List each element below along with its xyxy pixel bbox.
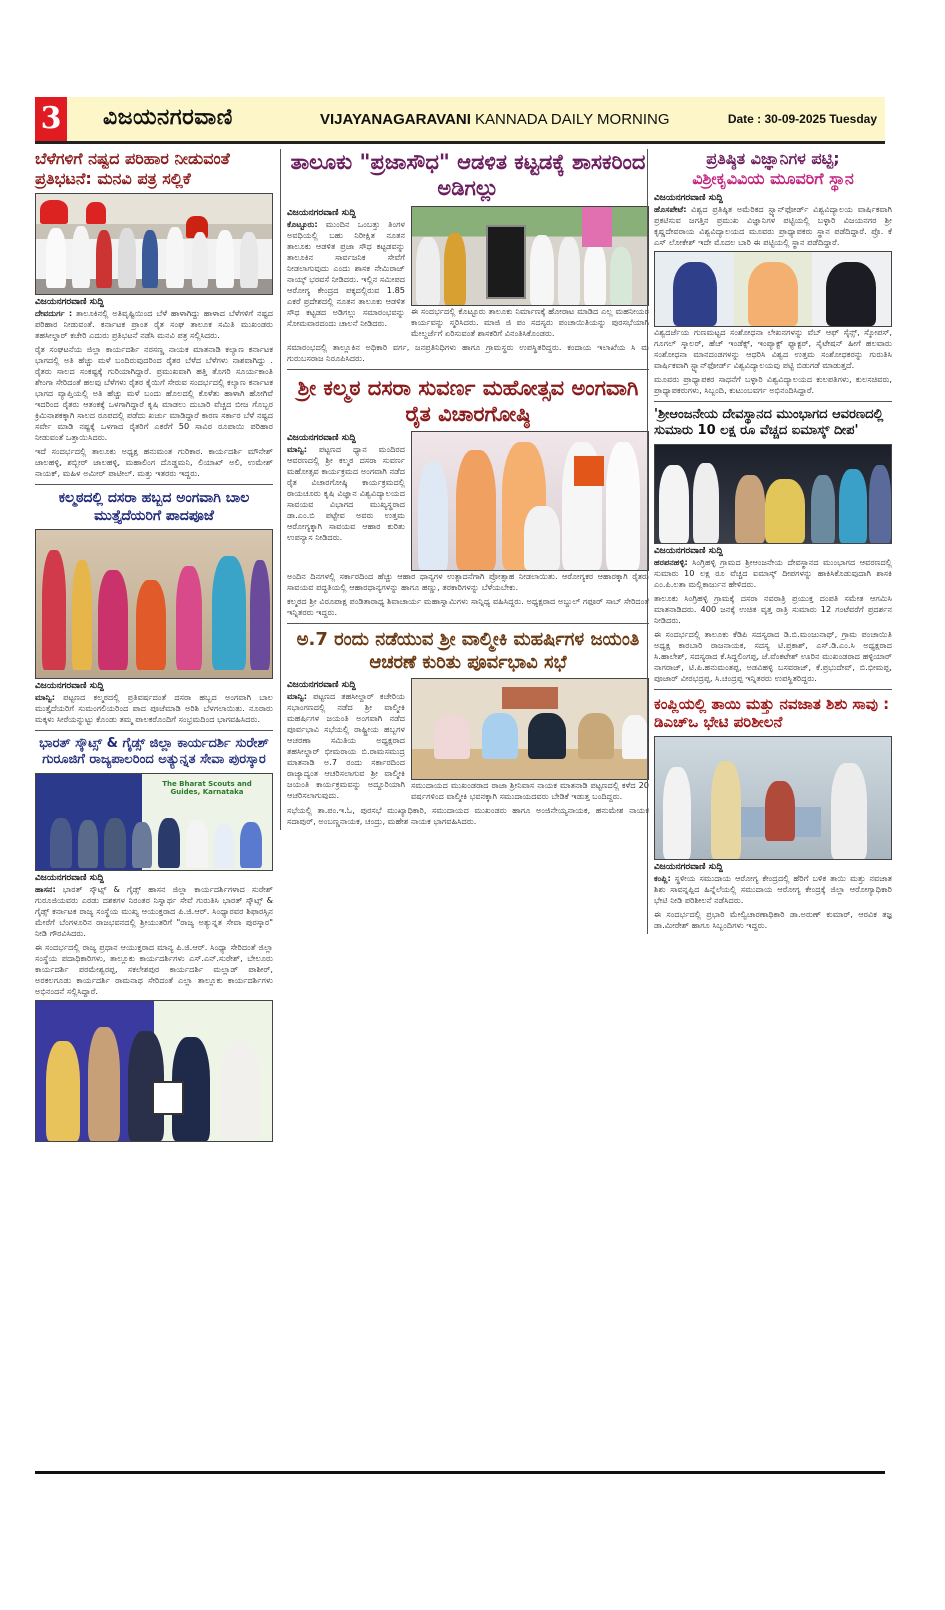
- article-photo: [35, 529, 273, 679]
- article-photo: [35, 1000, 273, 1142]
- article-crop-loss: [35, 149, 273, 479]
- article-paragraph: ಮೂವರು ಪ್ರಾಧ್ಯಾಪಕರ ಸಾಧನೆಗೆ ಬಳ್ಳಾರಿ ವಿಶ್ವವಿದ್ಯಾಲಯದ ಕುಲಪತಿಗಳು, ಕುಲಸಚಿವರು, ಪ್ರಾಧ್ಯಾಪಕರುಗಳು, ಸಿಬ್ಬಂದಿ, ಕುಟುಂಬವರ್ಗ ಅಭಿನಂದಿಸಿದ್ದಾರೆ.: [654, 374, 892, 395]
- article-scientists: [654, 149, 892, 396]
- article-headline: ಭಾರತ್ ಸ್ಕೌಟ್ಸ್ & ಗೈಡ್ಸ್ ಜಿಲ್ಲಾ ಕಾರ್ಯದರ್ಶಿ ಸುರೇಶ್ ಗುರೂಜಿಗೆ ರಾಜ್ಯಪಾಲರಿಂದ ಅತ್ಯುನ್ನತ ಸೇವಾ ಪುರಸ್ಕಾರ: [39, 736, 269, 768]
- article-byline: ವಿಜಯನಗರವಾಣಿ ಸುದ್ದಿ: [35, 872, 104, 883]
- portrait: [734, 252, 813, 326]
- article-paragraph: ಸಮುದಾಯದ ಮುಖಂಡರಾದ ರಾಜಾ ಶ್ರೀನಿವಾಸ ನಾಯಕ ಮಾತನಾಡಿ ಪಟ್ಟಣದಲ್ಲಿ ಕಳೆದ 20 ವರ್ಷಗಳಿಂದ ವಾಲ್ಮೀಕಿ ಭವನಕ್ಕಾಗಿ ಸಮುದಾಯದವರು ಬೇಡಿಕೆ ಇಡುತ್ತ ಬಂದಿದ್ದರು.: [411, 780, 649, 801]
- article-byline: ವಿಜಯನಗರವಾಣಿ ಸುದ್ದಿ: [287, 433, 356, 443]
- article-photo: [411, 678, 649, 780]
- article-headline: ಶ್ರೀ ಕಲ್ಮಠ ದಸರಾ ಸುವರ್ಣ ಮಹೋತ್ಸವ ಅಂಗವಾಗಿ ರೈತ ವಿಚಾರಗೋಷ್ಠಿ: [297, 375, 639, 426]
- article-paragraph: ದೇವದುರ್ಗ : ತಾಲೂಕಿನಲ್ಲಿ ಅತಿವೃಷ್ಟಿಯಿಂದ ಬೆಳೆ ಹಾಳಾಗಿದ್ದು ಹಾಳಾದ ಬೆಳೆಗಳಿಗೆ ನಷ್ಟದ ಪರಿಹಾರ ನೀಡುವಂತೆ. ಕರ್ನಾಟಕ ಪ್ರಾಂತ ರೈತ ಸಂಘ ತಾಲೂಕ ಸಮಿತಿ ಮುಖಂಡರು ತಹಸೀಲ್ದಾರ್ ಕಚೇರಿ ಎದುರು ಪ್ರತಿಭಟನೆ ನಡೆಸಿ ಮನವಿ ಪತ್ರ ಸಲ್ಲಿಸಿದರು.: [35, 308, 274, 340]
- article-prajasoudha: [287, 149, 649, 364]
- paper-name-kannada: ವಿಜಯನಗರವಾಣಿ: [103, 105, 233, 130]
- article-paragraph: ಹಾಸನ: ಭಾರತ್ ಸ್ಕೌಟ್ಸ್ & ಗೈಡ್ಸ್ ಹಾಸನ ಜಿಲ್ಲಾ ಕಾರ್ಯದರ್ಶಿಗಳಾದ ಸುರೇಶ್ ಗುರೂಜಿಯವರು ಎರಡು ದಶಕಗಳ ನಿರಂತರ ನಿಸ್ವಾರ್ಥ ಸೇವೆ ಗುರುತಿಸಿ ಭಾರತ್ ಸ್ಕೌಟ್ಸ್ & ಗೈಡ್ಸ್ ಕರ್ನಾಟಕ ರಾಜ್ಯ ಸಂಸ್ಥೆಯ ಮುಖ್ಯ ಆಯುಕ್ತರಾದ ಪಿ.ಜಿ.ಆರ್. ಸಿಂಧ್ಯಾರವರ ಶಿಫಾರಸ್ಸಿನ ಮೇರೆಗೆ ಬೆಂಗಳೂರಿನ ರಾಜಭವನದಲ್ಲಿ ಶ್ರೀಯುತರಿಗೆ "ರಾಜ್ಯ ಅತ್ಯುನ್ನತ ಸೇವಾ ಪುರಸ್ಕಾರ" ನೀಡಿ ಗೌರವಿಸಿದರು.: [35, 883, 273, 938]
- article-paragraph: ಇದೆ ಸಂದರ್ಭದಲ್ಲಿ ತಾಲೂಕು ಅಧ್ಯಕ್ಷ ಹನುಮಂತ ಗುರಿಕಾರ. ಕಾರ್ಯದರ್ಶಿ ಮೌನೇಶ್ ಜಾಲಹಳ್ಳಿ, ಶಬ್ಬೀರ್ ಜಾಲಹಳ್ಳಿ, ಮಹಾಲಿಂಗ ದೊಡ್ಡಮನಿ, ಲಿಯಾಖ್ ಅಲಿ, ಉಮೇಶ್ ನಾಯಕ್, ಮಹಿಳ ಅಮೀರ್ ಪಾಟೀಲ್. ಮತ್ತು ಇತರರು ಇದ್ದರು.: [35, 446, 273, 478]
- article-photo: [411, 431, 649, 571]
- article-byline: ವಿಜಯನಗರವಾಣಿ ಸುದ್ದಿ: [654, 862, 723, 872]
- article-kampli-health: [654, 695, 892, 932]
- article-paragraph: ತಾಲೂಕು ಸಿಂಗ್ರಿಹಳ್ಳಿ ಗ್ರಾಮಕ್ಕೆ ದಸರಾ ನವರಾತ್ರಿ ಪ್ರಯುಕ್ತ ದಂಪತಿ ಸಮೇತ ಆಗಮಿಸಿ ಮಾತನಾಡಿದರು. 400 ಜನಕ್ಕೆ ಉಚಿತ ವೃತ್ತ ರಾತ್ರಿ ಸುಮಾರು 12 ಗಂಟೆವರೆಗೆ ಪ್ರದರ್ಶನ ನೀಡಿದರು.: [654, 592, 892, 625]
- article-photo: [35, 193, 273, 295]
- article-photo: [654, 736, 892, 860]
- article-byline: ವಿಜಯನಗರವಾಣಿ ಸುದ್ದಿ: [287, 207, 356, 218]
- scientist-portraits: [654, 251, 892, 327]
- article-scouts-award: [35, 736, 273, 1142]
- column-center: [280, 149, 649, 830]
- article-paragraph: ವಿಶ್ವದರ್ಜೆಯ ಗುಣಮಟ್ಟದ ಸಂಶೋಧನಾ ಲೇಖನಗಳನ್ನು ವೆಬ್ ಆಫ್ ಸೈನ್ಸ್, ಸ್ಕೋಪಸ್, ಗೂಗಲ್ ಸ್ಕಾಲರ್, ಹೆಚ್ ಇಂಡೆಕ್ಸ್, ಇಂಪ್ಯಾಕ್ಟ್ ಫ್ಯಾಕ್ಟರ್, ಸೈಟೇಷನ್ ಹೀಗೆ ಹಲವಾರು ಸಂಶೋಧನಾ ಮಾನದಂಡಗಳನ್ನು ಆಧರಿಸಿ ವಿಶ್ವದ ಉತ್ತಮ ಸಂಶೋಧಕರನ್ನು ಗುರುತಿಸಿ ವಾರ್ಷಿಕವಾಗಿ ಸ್ಟ್ಯಾನ್‌ಫೋರ್ಡ್ ವಿಶ್ವವಿದ್ಯಾಲಯವು ಪಟ್ಟಿ ಬಿಡುಗಡೆ ಮಾಡುತ್ತದೆ.: [654, 327, 892, 370]
- article-diamast-lamp: [654, 407, 892, 684]
- photo-banner-text: The Bharat Scouts and Guides, Karnataka: [162, 779, 252, 796]
- divider: [654, 401, 892, 402]
- article-paragraph: ಕಲ್ಮಠದ ಶ್ರೀ ವಿರೂಪಾಕ್ಷ ಪಂಡಿತಾರಾಧ್ಯ ಶಿವಾಚಾರ್ಯ ಮಹಾಸ್ವಾಮಿಗಳು ಸಾನ್ನಿಧ್ಯ ವಹಿಸಿದ್ದರು. ಅಧ್ಯಕ್ಷರಾದ ಅಬ್ದುಲ್ ಗಫೂರ್ ಸಾಬ್ ಸೇರಿದಂತೆ ಇನ್ನಿತರರು ಇದ್ದರು.: [287, 596, 649, 617]
- portrait: [655, 252, 734, 326]
- article-paragraph: ಕಂಪ್ಲಿ: ಸ್ಥಳೀಯ ಸಮುದಾಯ ಆರೋಗ್ಯ ಕೇಂದ್ರದಲ್ಲಿ ಹೆರಿಗೆ ಬಳಿಕ ತಾಯಿ ಮತ್ತು ನವಜಾತ ಶಿಶು ಸಾವನ್ನಪ್ಪಿದ ಹಿನ್ನೆಲೆಯಲ್ಲಿ ಸಮುದಾಯ ಆರೋಗ್ಯ ಕೇಂದ್ರಕ್ಕೆ ಜಿಲ್ಲಾ ಆರೋಗ್ಯಾಧಿಕಾರಿ ಭೇಟಿ ನೀಡಿ ಪರಿಶೀಲನೆ ನಡೆಸಿದರು.: [654, 873, 893, 905]
- article-paragraph: ಮಾನ್ವಿ: ಪಟ್ಟಣದ ತಹಸೀಲ್ದಾರ್ ಕಚೇರಿಯ ಸಭಾಂಗಣದಲ್ಲಿ ನಡೆದ ಶ್ರೀ ವಾಲ್ಮೀಕಿ ಮಹರ್ಷಿಗಳ ಜಯಂತಿ ಅಂಗವಾಗಿ ನಡೆದ ಪೂರ್ವಭಾವಿ ಸಭೆಯಲ್ಲಿ ರಾಷ್ಟ್ರೀಯ ಹಬ್ಬಗಳ ಆಚರಣಾ ಸಮಿತಿಯ ಅಧ್ಯಕ್ಷರಾದ ತಹಸೀಲ್ದಾರ್ ಭೀಮರಾಯ ಬಿ.ರಾಮಸಮುದ್ರ ಮಾತನಾಡಿ ಅ.7 ರಂದು ಸರ್ಕಾರದಿಂದ ರಾಜ್ಯಾದ್ಯಂತ ಆಚರಿಸಲಾಗುವ ಶ್ರೀ ವಾಲ್ಮೀಕಿ ಜಯಂತಿ ಕಾರ್ಯಕ್ರಮವನ್ನು ಅದ್ದೂರಿಯಾಗಿ ಆಚರಿಸಲಾಗುವುದು.: [287, 691, 405, 800]
- tagline-rest: KANNADA DAILY MORNING: [475, 111, 670, 128]
- article-body: [287, 206, 649, 342]
- article-paragraph: ಹರಪನಹಳ್ಳಿ: ಸಿಂಗ್ರಿಹಳ್ಳಿ ಗ್ರಾಮದ ಶ್ರೀಆಂಜನೇಯ ದೇವಸ್ಥಾನದ ಮುಂಭಾಗದ ಆವರಣದಲ್ಲಿ ಸುಮಾರು 10 ಲಕ್ಷ ರೂ ವೆಚ್ಚದ ಐಮಾಸ್ಕ್ ದೀಪಗಳನ್ನು ಹಾಕಿಸಿಕೊಡುವುದಾಗಿ ಶಾಸಕಿ ಎಂ.ಪಿ.ಲತಾ ಮಲ್ಲಿಕಾರ್ಜುನ ಹೇಳಿದರು.: [654, 556, 892, 589]
- headline-line-1: ಪ್ರತಿಷ್ಠಿತ ವಿಜ್ಞಾನಿಗಳ ಪಟ್ಟಿ;: [706, 149, 840, 168]
- column-right: [647, 149, 892, 934]
- portrait: [812, 252, 891, 326]
- article-headline: 'ಶ್ರೀಆಂಜನೇಯ ದೇವಸ್ಥಾನದ ಮುಂಭಾಗದ ಆವರಣದಲ್ಲಿ ಸುಮಾರು 10 ಲಕ್ಷ ರೂ ವೆಚ್ಚದ ಐಮಾಸ್ಕ್ ದೀಪ': [654, 407, 884, 439]
- article-paragraph: ಈ ಸಂದರ್ಭದಲ್ಲಿ ಪ್ರಭಾರಿ ಮೇಲ್ವಿಚಾರಣಾಧಿಕಾರಿ ಡಾ.ಅರುಣ್ ಕುಮಾರ್, ಆರವಿಕ ತಜ್ಞ ಡಾ.ಮೀರೇಶ್ ಹಾಗೂ ಸಿಬ್ಬಂದಿಗಳು ಇದ್ದರು.: [654, 909, 892, 930]
- article-byline: ವಿಜಯನಗರವಾಣಿ ಸುದ್ದಿ: [654, 545, 723, 556]
- article-valmiki: [287, 629, 649, 827]
- article-photo: [411, 206, 649, 306]
- divider: [35, 484, 273, 485]
- page-bottom-rule: [35, 1471, 885, 1474]
- issue-date: Date : 30-09-2025 Tuesday: [727, 112, 877, 126]
- article-headline: ಬೆಳೆಗಳಿಗೆ ನಷ್ಟದ ಪರಿಹಾರ ನೀಡುವಂತೆ ಪ್ರತಿಭಟನೆ: ಮನವಿ ಪತ್ರ ಸಲ್ಲಿಕೆ: [35, 149, 230, 188]
- headline-line-2: ವಿಶ್ರೀಕೃವಿವಿಯ ಮೂವರಿಗೆ ಸ್ಥಾನ: [692, 169, 854, 188]
- article-byline: ವಿಜಯನಗರವಾಣಿ ಸುದ್ದಿ: [287, 680, 356, 690]
- divider: [287, 369, 649, 370]
- article-photo: [654, 444, 892, 544]
- article-byline: ವಿಜಯನಗರವಾಣಿ ಸುದ್ದಿ: [35, 681, 104, 691]
- article-body: [287, 678, 649, 805]
- article-headline: ತಾಲೂಕು "ಪ್ರಜಾಸೌಧ" ಆಡಳಿತ ಕಟ್ಟಡಕ್ಕೆ ಶಾಸಕರಿಂದ ಅಡಿಗಲ್ಲು: [290, 150, 646, 201]
- article-paragraph: ಕೊಟ್ಟೂರು: ಮುಂದಿನ ಒಂಬತ್ತು ತಿಂಗಳ ಅವಧಿಯಲ್ಲಿ ಬಹು ನಿರೀಕ್ಷಿತ ನೂತನ ತಾಲೂಕು ಆಡಳಿತ ಪ್ರಜಾ ಸೌಧ ಕಟ್ಟಡವನ್ನು ತಾಲೂಕಿನ ಸಾರ್ವಜನಿಕ ಸೇವೆಗೆ ನೀಡಲಾಗುವುದು ಎಂದು ಶಾಸಕ ನೇಮಿರಾಜ್ ನಾಯ್ಕ್ ಭರವಸೆ ನೀಡಿದರು. ಇಲ್ಲಿನ ಸಮೀಪದ ಆರೋಗ್ಯ ಕೇಂದ್ರದ ಪಕ್ಕದಲ್ಲಿರುವ 1.85 ಎಕರೆ ಪ್ರದೇಶದಲ್ಲಿ ನೂತನ ತಾಲೂಕು ಆಡಳಿತ ಸೌಧ ಕಟ್ಟಡದ ಅಡಿಗಲ್ಲು ಸಮಾರಂಭವನ್ನು ಸೋಮವಾರದಂದು ಚಾಲನೆ ನೀಡಿದರು.: [287, 218, 405, 328]
- article-paragraph: ಈ ಸಂದರ್ಭದಲ್ಲಿ ರಾಜ್ಯ ಪ್ರಧಾನ ಆಯುಕ್ತರಾದ ಮಾನ್ಯ ಪಿ.ಜಿ.ಆರ್. ಸಿಂಧ್ಯಾ ಸೇರಿದಂತೆ ಜಿಲ್ಲಾ ಸಂಸ್ಥೆಯ ಪದಾಧಿಕಾರಿಗಳು, ತಾಲ್ಲೂಕು ಕಾರ್ಯದರ್ಶಿಗಳು ಎಸ್.ಎನ್.ಸುರೇಶ್, ಬೇಲೂರು ಕಾರ್ಯದರ್ಶಿ ಪರಮೇಶ್ವರಪ್ಪ, ಸಕಲೇಶಪುರ ಕಾರ್ಯದರ್ಶಿ ಮಲ್ಲಾಡ್ ಪಾಶೀರ್, ಅರಕಲಗೂಡು ಕಾರ್ಯದರ್ಶಿ ರಾಮನಾಥ ಸೇರಿದಂತೆ ಎಲ್ಲಾ ತಾಲ್ಲೂಕು ಕಾರ್ಯದರ್ಶಿಗಳು ಅಭಿನಂದನೆ ಸಲ್ಲಿಸಿದ್ದಾರೆ.: [35, 941, 273, 996]
- article-krishi-dasara: [287, 375, 649, 619]
- article-paragraph: ಈ ಸಂದರ್ಭದಲ್ಲಿ ಕೊಟ್ಟೂರು ತಾಲೂಕು ನಿರ್ಮಾಣಕ್ಕೆ ಹೋರಾಟ ಮಾಡಿದ ಎಲ್ಲ ಮಹನೀಯರ ಕಾರ್ಯವನ್ನು ಸ್ಮರಿಸಿದರು. ಮಾಜಿ ಜಿ ಪಂ ಸದಸ್ಯರು ಪಂಚಾಯಿತಿಯನ್ನು ಪುರಸಭೆಯಾಗಿ ಮೇಲ್ದರ್ಜೆಗೆ ಏರಿಸುವಂತೆ ಶಾಸಕರಿಗೆ ವಿನಂತಿಸಿಕೊಂಡರು.: [411, 305, 649, 338]
- divider: [35, 730, 273, 731]
- article-photo: [35, 773, 273, 871]
- article-byline: ವಿಜಯನಗರವಾಣಿ ಸುದ್ದಿ: [35, 297, 104, 307]
- article-headline: [654, 149, 892, 189]
- newspaper-page: [35, 97, 893, 996]
- page-number: 3: [35, 97, 67, 141]
- article-paragraph: ಸಭೆಯಲ್ಲಿ ತಾ.ಪಂ.ಇ.ಓ, ಪುರಸಭೆ ಮುಖ್ಯಾಧಿಕಾರಿ, ಸಮುದಾಯದ ಮುಖಂಡರು ಹಾಗೂ ಅಂಜಿನೇಯ್ಯನಾಯಕ, ಹನುಮೇಶ ನಾಯಕ ಸದಾಪುರ್, ಅಂಬಣ್ಣನಾಯಕ, ಚಂದ್ರು, ಮಹೇಶ ನಾಯಕ ಭಾಗವಹಿಸಿದರು.: [287, 805, 649, 826]
- article-paragraph: ಮಾನ್ವಿ: ಪಟ್ಟಣದ ಕಲ್ಮಠದಲ್ಲಿ ಪ್ರತಿವರ್ಷದಂತೆ ದಸರಾ ಹಬ್ಬದ ಅಂಗವಾಗಿ ಬಾಲ ಮುತ್ತೈದೆಯರಿಗೆ ಸುಮಂಗಲಿಯರಿಂದ ಪಾದ ಪೂಜೆಮಾಡಿ ಅರಿಶಿ ಬೆಳಗಲಾಯಿತು. ನೂರಾರು ಮಕ್ಕಳು ಸೀರೆಯನ್ನುಟ್ಟು ಕೊಂಡು ತಮ್ಮ ಪಾಲಕರೊಂದಿಗೆ ಸಂಭ್ರಮದಿಂದ ಭಾಗವಹಿಸಿದರು.: [35, 692, 273, 724]
- article-paragraph: ಹೊಸಪೇಟೆ: ವಿಶ್ವದ ಪ್ರತಿಷ್ಠಿತ ಅಮೆರಿಕದ ಸ್ಟ್ಯಾನ್‌ಫೋರ್ಡ್ ವಿಶ್ವವಿದ್ಯಾಲಯ ವಾರ್ಷಿಕವಾಗಿ ಪ್ರಕಟಿಸುವ ಜಗತ್ತಿನ ಪ್ರಮುಖ ವಿಜ್ಞಾನಿಗಳ ಪಟ್ಟಿಯಲ್ಲಿ ಬಳ್ಳಾರಿ ವಿಜಯನಗರ ಶ್ರೀ ಕೃಷ್ಣದೇವರಾಯ ವಿಶ್ವವಿದ್ಯಾಲಯದ ಮೂವರು ಪ್ರಾಧ್ಯಾಪಕರು ಸ್ಥಾನ ಪಡೆದಿದ್ದಾರೆ. ಪ್ರೊ. ಕೆ ಎಸ್ ಲೋಕೇಶ್ ಇದೇ ಮೊದಲ ಬಾರಿ ಈ ಪಟ್ಟಿಯಲ್ಲಿ ಸ್ಥಾನ ಪಡೆದಿದ್ದಾರೆ.: [654, 204, 893, 247]
- article-headline: ಕಲ್ಮಠದಲ್ಲಿ ದಸರಾ ಹಬ್ಬದ ಅಂಗವಾಗಿ ಬಾಲ ಮುತ್ತೈದೆಯರಿಗೆ ಪಾದಪೂಜೆ: [58, 490, 250, 524]
- article-paragraph: ಈ ಸಂದರ್ಭದಲ್ಲಿ ತಾಲೂಕು ಕೆಡಿಪಿ ಸದಸ್ಯರಾದ ಡಿ.ಬಿ.ಮಂಜುನಾಥ್, ಗ್ರಾಮ ಪಂಚಾಯಿತಿ ಅಧ್ಯಕ್ಷ ಕಾರಬಾರಿ ರಾಜನಾಯಕ, ಸದಸ್ಯ ಟಿ.ಪ್ರಕಾಶ್, ಎಸ್.ಡಿ.ಎಂ.ಸಿ ಅಧ್ಯಕ್ಷರಾದ ಸಿ.ಹಾಲೇಶ್, ಸದಸ್ಯರಾದ ಕೆ.ಸಿದ್ದಲಿಂಗಪ್ಪ, ಜೆ.ವೆಂಕಟೇಶ್ ಊರಿನ ಮುಖಂಡರಾದ ಹಳ್ಳಿಯಾರ್ ನಾಗರಾಜ್, ಟಿ.ಪಿ.ಹನುಮಂತಪ್ಪ, ಅಡವಿಹಳ್ಳಿ ಬಸವರಾಜ್, ಕೆ.ಪ್ರಭುದೇವ್, ಬಿ.ಭೀಮಪ್ಪ, ಪೂಜಾರ್ ವೀರಭದ್ರಪ್ಪ, ಸಿ.ಚಂದ್ರಪ್ಪ ಇನ್ನಿತರರು ಉಪಸ್ಥಿತರಿದ್ದರು.: [654, 628, 892, 683]
- article-paragraph: ರೈತ ಸಂಘಟನೆಯ ಜಿಲ್ಲಾ ಕಾರ್ಯದರ್ಶಿ ನರಸಣ್ಣ ನಾಯಕ ಮಾತನಾಡಿ ಕಲ್ಯಾಣ ಕರ್ನಾಟಕ ಭಾಗದಲ್ಲಿ ಅತಿ ಹೆಚ್ಚು ಮಳೆ ಬಂದಿರುವುದರಿಂದ ರೈತರ ಬೆಳೆದ ಬೆಳೆಗಳು ನಾಶವಾಗಿದ್ದು . ರೈತರು ಸಾಲದ ಸಂಕಷ್ಟಕ್ಕೆ ಗುರಿಯಾಗಿದ್ದಾರೆ. ಪ್ರಮುಖವಾಗಿ ಹತ್ತಿ ತೊಗರಿ ಸೂರ್ಯಕಾಂತಿ ಶೇಂಗಾ ಸೇರಿದಂತೆ ಹಲವು ಬೆಳೆಗಳು ರೈತರ ಕೈಯಿಗೆ ಸೇರುವ ಸಂದರ್ಭದಲ್ಲಿ ಕಲ್ಯಾಣ ಕರ್ನಾಟಕ ಭಾಗದ ವ್ಯಾಪ್ತಿಯಲ್ಲಿ ಅತಿ ಹೆಚ್ಚು ಮಳೆ ಬಂದು ಹೊಲದಲ್ಲಿ ಕೊಳೆತು ಹಾಳಾಗಿ ಹೋಗಿವೆ ಇದರಿಂದ ರೈತರು ಆತಂಕಕ್ಕೆ ಒಳಗಾಗಿದ್ದಾರೆ ಕೃಷಿ ಮಾಡಲು ದುಬಾರಿ ವೆಚ್ಚದ ಬೀಜ ಗೊಬ್ಬರ ಕ್ರಿಮಿನಾಶಕಕ್ಕಾಗಿ ಸಾಲದ ರೂಪದಲ್ಲಿ ಪಡೆದು ಖರ್ಚು ಮಾಡಿದ್ದಾರೆ ಕಾರಣ ಸರ್ಕಾರ ಬೆಳೆ ನಷ್ಟದ ಸರ್ವೇ ಮಾಡಿ ನಷ್ಟಕ್ಕೆ ಒಳಗಾದ ರೈತರಿಗೆ ಎಕರೆಗೆ 50 ಸಾವಿರ ರೂಪಾಯಿ ಪರಿಹಾರ ನೀಡುವಂತೆ ಒತ್ತಾಯಿಸಿದರು.: [35, 344, 273, 442]
- masthead: [35, 97, 885, 144]
- article-headline: ಅ.7 ರಂದು ನಡೆಯುವ ಶ್ರೀ ವಾಲ್ಮೀಕಿ ಮಹರ್ಷಿಗಳ ಜಯಂತಿ ಆಚರಣೆ ಕುರಿತು ಪೂರ್ವಭಾವಿ ಸಭೆ: [296, 629, 640, 673]
- divider: [654, 689, 892, 690]
- divider: [287, 623, 649, 624]
- column-left: [35, 149, 273, 1142]
- article-paragraph: ಮಾನ್ವಿ: ಪಟ್ಟಣದ ಧ್ಯಾನ ಮಂದಿರದ ಆವರಣದಲ್ಲಿ ಶ್ರೀ ಕಲ್ಮಠ ದಸರಾ ಸುವರ್ಣ ಮಹೋತ್ಸವ ಕಾರ್ಯಕ್ರಮದ ಅಂಗವಾಗಿ ನಡೆದ ರೈತ ವಿಚಾರಗೋಷ್ಠಿ ಕಾರ್ಯಕ್ರಮದಲ್ಲಿ ರಾಯಚೂರು ಕೃಷಿ ವಿಜ್ಞಾನ ವಿಶ್ವವಿದ್ಯಾಲಯದ ಸಾವಯವ ವಿಭಾಗದ ಮುಖ್ಯಸ್ಥರಾದ ಡಾ.ಎಂ.ಬಿ ಪಟ್ಟೇವ ಅವರು ಉತ್ತಮ ಆರೋಗ್ಯಕ್ಕಾಗಿ ಸಾವಯವ ಆಹಾರ ಕುರಿತು ಉಪನ್ಯಾಸ ನೀಡಿದರು.: [287, 444, 405, 542]
- tagline-bold: VIJAYANAGARAVANI: [320, 111, 471, 128]
- article-headline: ಕಂಪ್ಲಿಯಲ್ಲಿ ತಾಯಿ ಮತ್ತು ನವಜಾತ ಶಿಶು ಸಾವು : ಡಿಎಚ್ಒ ಭೇಟಿ ಪರಿಶೀಲನೆ: [654, 694, 890, 732]
- tagline: [320, 111, 670, 128]
- article-dasara-children: [35, 490, 273, 725]
- article-byline: ವಿಜಯನಗರವಾಣಿ ಸುದ್ದಿ: [654, 193, 723, 203]
- article-body: [287, 431, 649, 571]
- article-paragraph: ಅಂದಿನ ದಿನಗಳಲ್ಲಿ ಸರ್ಕಾರದಿಂದ ಹೆಚ್ಚು ಆಹಾರ ಧಾನ್ಯಗಳ ಉತ್ಪಾದನೆಗಾಗಿ ಪ್ರೋತ್ಸಾಹ ನೀಡಲಾಯಿತು. ಆರೋಗ್ಯಕರ ಆಹಾರಕ್ಕಾಗಿ ರೈತರು ಸಾವಯವ ಪದ್ಧತಿಯಲ್ಲಿ ಆಹಾರಧಾನ್ಯಗಳನ್ನು ಹಾಗೂ ಹಣ್ಣು, ತರಕಾರಿಗಳನ್ನು ಬೆಳೆಯಬೇಕು.: [287, 571, 649, 592]
- article-paragraph: ಸಮಾರಂಭದಲ್ಲಿ ತಾಲ್ಲೂಕಿನ ಅಧಿಕಾರಿ ವರ್ಗ, ಜನಪ್ರತಿನಿಧಿಗಳು ಹಾಗೂ ಗ್ರಾಮಸ್ಥರು ಉಪಸ್ಥಿತರಿದ್ದರು. ಕಂದಾಯ ಇಲಾಖೆಯ ಸಿ ಮ ಗುರುಬಸರಾಜ ನಿರೂಪಿಸಿದರು.: [287, 341, 649, 363]
